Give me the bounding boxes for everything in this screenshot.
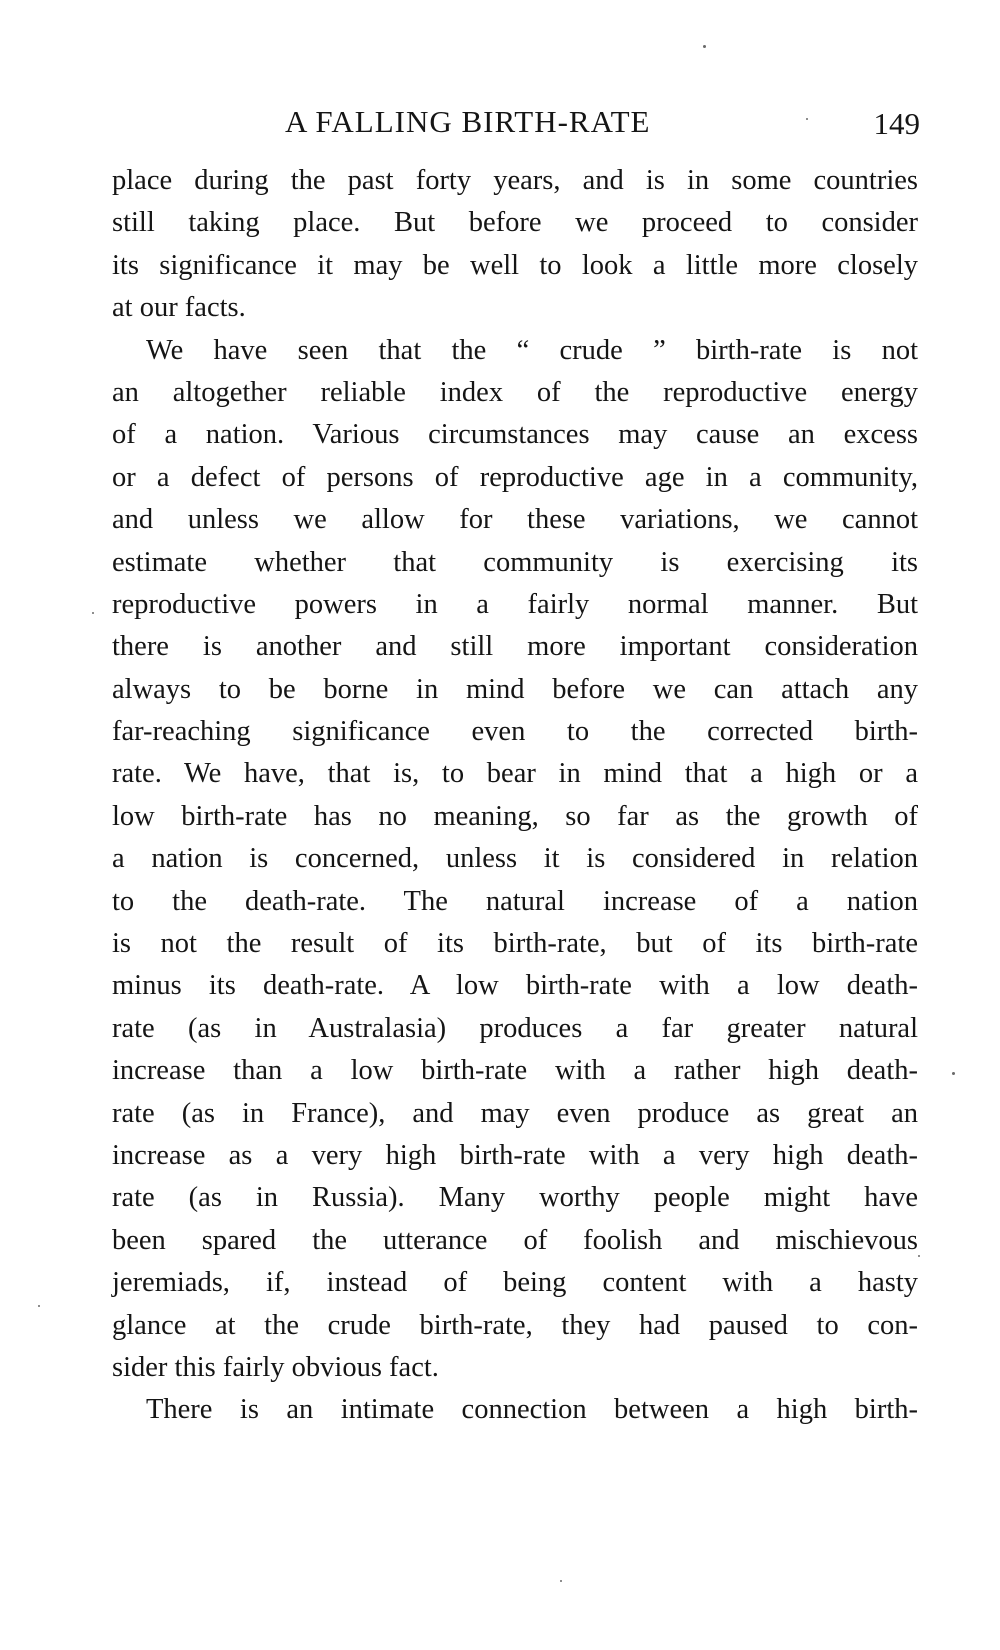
text-line: place during the past forty years, and is in some countries — [112, 165, 918, 196]
text-line: There is an intimate connection between a high birth- — [146, 1394, 918, 1426]
text-line: been spared the utterance of foolish and mischievous — [112, 1224, 918, 1256]
text-line: increase than a low birth-rate with a rather high death- — [112, 1055, 918, 1087]
text-line: to the death-rate. The natural increase of a nation — [112, 885, 918, 917]
text-line: increase as a very high birth-rate with a very high death- — [112, 1139, 918, 1171]
text-line: there is another and still more important consideration — [112, 631, 918, 663]
text-line: glance at the crude birth-rate, they had paused to con- — [112, 1309, 918, 1341]
text-line: is not the result of its birth-rate, but of its birth-rate — [112, 928, 918, 960]
scan-speck — [38, 1305, 40, 1307]
scan-speck — [918, 1255, 920, 1257]
text-line: We have seen that the “ crude ” birth-rate is not — [146, 334, 918, 366]
text-line: still taking place. But before we proceed to consider — [112, 207, 918, 239]
text-line: at our facts. — [112, 292, 246, 324]
text-line: low birth-rate has no meaning, so far as the growth of — [112, 800, 918, 832]
text-line: minus its death-rate. A low birth-rate with a low death- — [112, 970, 918, 1002]
scan-speck — [560, 1580, 562, 1582]
text-line: and unless we allow for these variations, we cannot — [112, 504, 918, 536]
text-line: reproductive powers in a fairly normal manner. But — [112, 588, 918, 620]
scan-speck — [952, 1072, 955, 1075]
scan-speck — [703, 45, 706, 48]
text-line: rate. We have, that is, to bear in mind that a high or a — [112, 758, 918, 790]
scan-speck — [92, 612, 94, 614]
page-number: 149 — [873, 106, 920, 141]
text-line: jeremiads, if, instead of being content with a hasty — [112, 1267, 918, 1299]
text-line: rate (as in Russia). Many worthy people might have — [112, 1182, 918, 1214]
text-line: or a defect of persons of reproductive age in a community, — [112, 461, 918, 493]
text-line: of a nation. Various circumstances may cause an excess — [112, 419, 918, 451]
text-line: always to be borne in mind before we can attach any — [112, 673, 918, 705]
text-line: rate (as in France), and may even produce as great an — [112, 1097, 918, 1129]
text-line: far-reaching significance even to the corrected birth- — [112, 716, 918, 748]
text-line: an altogether reliable index of the reproductive energy — [112, 376, 918, 408]
text-line: sider this fairly obvious fact. — [112, 1351, 439, 1383]
running-title: A FALLING BIRTH-RATE — [285, 104, 651, 139]
text-line: its significance it may be well to look a little more closely — [112, 249, 918, 281]
text-line: a nation is concerned, unless it is considered in relation — [112, 843, 918, 875]
body-text — [112, 160, 918, 1432]
text-line: rate (as in Australasia) produces a far greater natural — [112, 1012, 918, 1044]
scan-speck — [806, 118, 808, 120]
text-line: estimate whether that community is exercising its — [112, 546, 918, 578]
page-header — [110, 104, 920, 148]
